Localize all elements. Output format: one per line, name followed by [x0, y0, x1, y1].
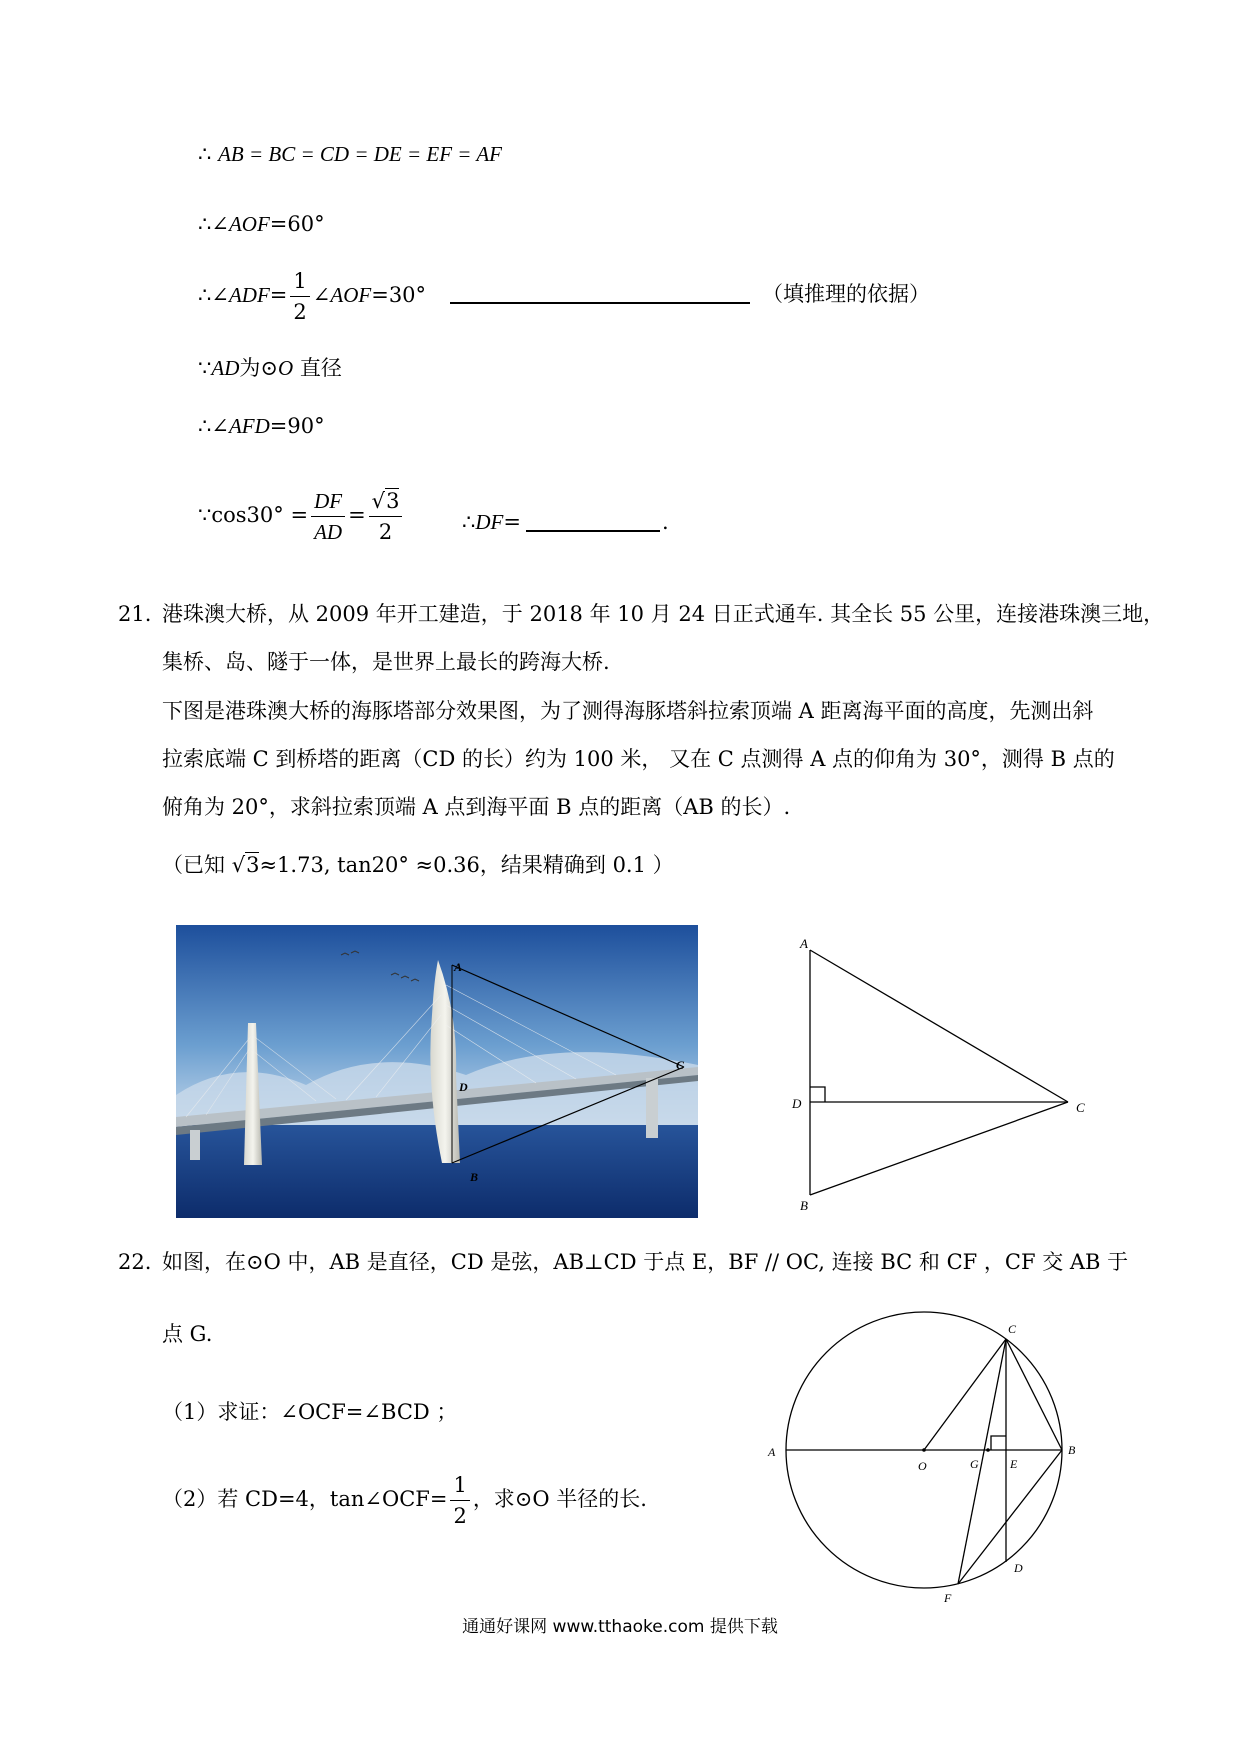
circle-label-a: A	[768, 1445, 776, 1459]
therefore-angle-symbol: ∴∠	[198, 414, 229, 438]
angle-value: =30°	[371, 283, 427, 307]
angle-symbol: ∠	[312, 283, 331, 307]
triangle-diagram	[780, 930, 1100, 1220]
q21-line-4: 拉索底端 C 到桥塔的距离（CD 的长）约为 100 米， 又在 C 点测得 A 点的仰角为 30°，测得 B 点的	[162, 747, 1115, 771]
point-g	[986, 1448, 990, 1452]
q22-part-1: （1）求证：∠OCF=∠BCD ；	[162, 1400, 458, 1424]
sqrt-icon: √	[231, 853, 246, 877]
segment-ac	[810, 950, 1068, 1102]
segment-oc	[924, 1339, 1006, 1450]
angle-name: AOF	[228, 212, 270, 236]
angle-value: =90°	[269, 414, 325, 438]
equals-sign: =	[348, 503, 366, 527]
therefore-angle-symbol: ∴∠	[198, 283, 229, 307]
circle-center-name: O	[277, 356, 294, 380]
fraction-numerator	[369, 486, 403, 517]
bridge-photo	[176, 925, 698, 1218]
photo-label-b: B	[470, 1170, 479, 1184]
approx-value: ≈1.73	[259, 853, 324, 877]
sqrt3-over-2-fraction	[369, 486, 403, 547]
fraction-denominator: 2	[293, 300, 307, 324]
q22-line-2: 点 G.	[162, 1322, 213, 1346]
because-symbol: ∵	[198, 356, 212, 380]
q22-number: 22.	[118, 1250, 152, 1274]
q21-line-1: 港珠澳大桥，从 2009 年开工建造，于 2018 年 10 月 24 日正式通车. 其全长 55 公里，连接港珠澳三地，	[162, 602, 1165, 626]
angle-name: ADF	[228, 283, 270, 307]
proof-line-2	[198, 210, 325, 238]
proof-line-6	[198, 486, 405, 547]
reason-note: （填推理的依据）	[762, 282, 930, 306]
q22-part-2	[162, 1470, 647, 1531]
text-span: （已知	[162, 853, 225, 877]
q21-known-values	[162, 851, 674, 879]
therefore-symbol: ∴	[462, 510, 476, 534]
cos-label: ∵cos30°	[198, 503, 284, 527]
segment-bc	[810, 1102, 1068, 1195]
fraction-denominator: AD	[314, 520, 343, 544]
point-o	[922, 1448, 926, 1452]
fraction-numerator: 1	[450, 1470, 469, 1501]
fraction-numerator: DF	[311, 486, 345, 517]
fraction-numerator: 1	[290, 266, 309, 297]
diagram-label-d: D	[792, 1096, 802, 1111]
proof-line-1	[198, 140, 502, 168]
df-answer-blank[interactable]	[526, 530, 660, 532]
right-angle-marker	[810, 1087, 825, 1102]
angle-value: =60°	[269, 212, 325, 236]
q21-line-2: 集桥、岛、隧于一体，是世界上最长的跨海大桥.	[162, 650, 610, 674]
circle-label-e: E	[1010, 1457, 1018, 1471]
q21-number: 21.	[118, 602, 152, 626]
sqrt-icon: √	[371, 489, 386, 513]
photo-label-d: D	[459, 1080, 468, 1094]
footer-text: 通通好课网 www.tthaoke.com 提供下载	[462, 1617, 778, 1637]
period: .	[662, 510, 669, 534]
diagram-label-b: B	[800, 1198, 808, 1213]
fraction-denominator: 2	[378, 520, 393, 544]
equals-sign: =	[290, 503, 309, 527]
segment-name: AD	[211, 356, 240, 380]
right-angle-marker	[991, 1436, 1006, 1450]
equals-sign: =	[503, 510, 521, 534]
reason-blank-line[interactable]	[450, 302, 750, 304]
circle-label-b: B	[1068, 1443, 1076, 1457]
text-span: 为⊙	[239, 356, 278, 380]
proof-line-5	[198, 412, 325, 440]
sqrt-radicand: 3	[246, 853, 260, 877]
therefore-angle-symbol: ∴∠	[198, 212, 229, 236]
q21-line-5: 俯角为 20°，求斜拉索顶端 A 点到海平面 B 点的距离（AB 的长）.	[162, 795, 791, 819]
photo-label-c: C	[676, 1058, 685, 1072]
text-span: , tan20° ≈0.36，结果精确到 0.1 ）	[323, 853, 674, 877]
text-span: （2）若 CD=4，tan∠OCF=	[162, 1487, 448, 1511]
circle-label-d: D	[1014, 1561, 1023, 1575]
df-over-ad-fraction	[311, 486, 345, 547]
photo-label-a: A	[454, 960, 463, 974]
sqrt-radicand: 3	[386, 489, 400, 513]
circle-label-g: G	[970, 1457, 979, 1471]
proof-line-4	[198, 354, 342, 382]
angle-name: AFD	[228, 414, 270, 438]
text-span: ，求⊙O 半径的长.	[472, 1487, 647, 1511]
q21-line-3: 下图是港珠澳大桥的海豚塔部分效果图，为了测得海豚塔斜拉索顶端 A 距离海平面的高度，先测出斜	[162, 699, 1094, 723]
diagram-label-a: A	[800, 936, 808, 951]
circle-diagram	[730, 1300, 1090, 1630]
fraction-denominator: 2	[453, 1504, 467, 1528]
therefore-symbol: ∴	[198, 142, 212, 166]
half-fraction	[290, 266, 309, 327]
circle-label-f: F	[944, 1591, 952, 1605]
proof-line-3	[198, 266, 426, 327]
diagram-label-c: C	[1076, 1100, 1085, 1115]
equals-sign: =	[269, 283, 288, 307]
circle-label-c: C	[1008, 1322, 1017, 1336]
q22-line-1: 如图，在⊙O 中，AB 是直径，CD 是弦，AB⊥CD 于点 E，BF // OC, 连接 BC 和 CF ，CF 交 AB 于	[162, 1250, 1129, 1274]
equal-segments-expr: AB = BC = CD = DE = EF = AF	[218, 142, 503, 166]
angle-name-2: AOF	[330, 283, 372, 307]
circle-label-o: O	[918, 1459, 927, 1473]
text-span: 直径	[299, 356, 342, 380]
segment-cf	[958, 1339, 1006, 1584]
df-answer-line	[462, 508, 521, 536]
segment-name: DF	[475, 510, 504, 534]
segment-bc	[1006, 1339, 1062, 1450]
half-fraction	[450, 1470, 469, 1531]
